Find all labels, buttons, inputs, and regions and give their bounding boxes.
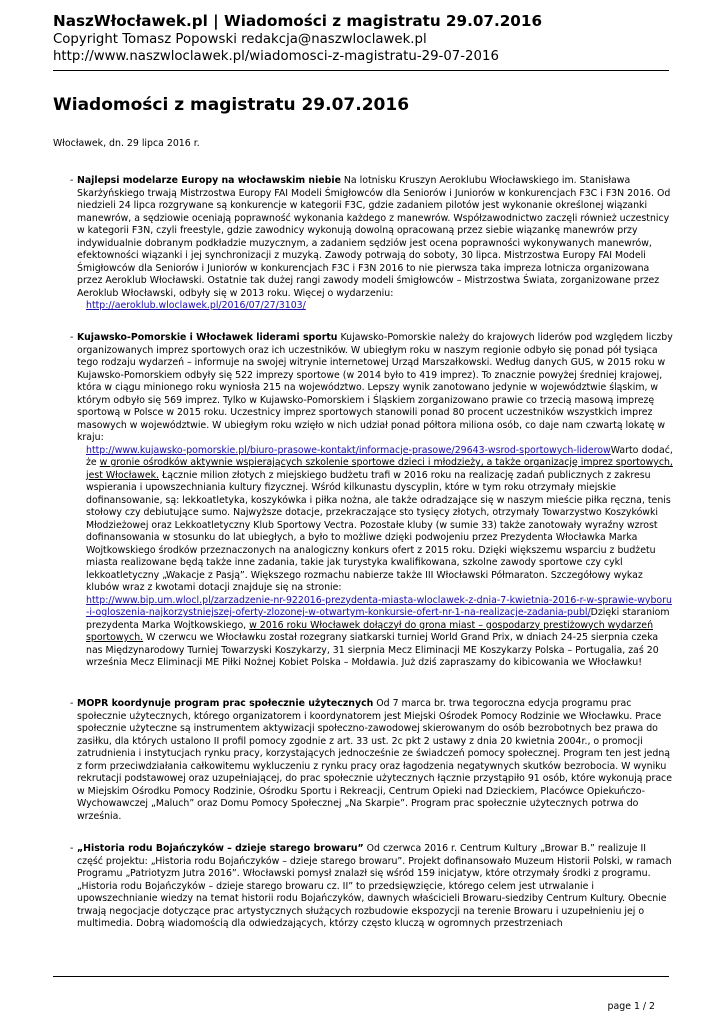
- item-text: W czerwcu we Włocławku został rozegrany siatkarski turniej World Grand Prix, w dniach 24-25 sierpnia czeka nas Międzynarodowy Turniej Towarzyski Koszykarzy, 31 sierpnia Mecz Eliminacji ME Koszykarzy Polska – Portugalia, zaś 20 września Mecz Eliminacji ME Piłki Nożnej Kobiet Polska – Mołdawia. Już dziś zapraszamy do kibicowania we Włocławku!: [86, 632, 659, 668]
- item-text: Dzięki staraniom prezydenta Marka Wojtkowskiego,: [86, 607, 670, 631]
- footer-divider: [53, 976, 669, 977]
- item-link[interactable]: http://www.kujawsko-pomorskie.pl/biuro-prasowe-kontakt/informacje-prasowe/29643-wsrod-sportowych-liderow: [86, 444, 611, 456]
- news-item: [70, 175, 674, 313]
- item-link[interactable]: http://aeroklub.wloclawek.pl/2016/07/27/3103/: [86, 300, 306, 311]
- dateline: Włocławek, dn. 29 lipca 2016 r.: [53, 138, 200, 149]
- item-text: Na lotnisku Kruszyn Aeroklubu Włocławskiego im. Stanisława Skarżyńskiego trwają Mistrzostwa Europy FAI Modeli Śmigłowców dla Seniorów i Juniorów w konkurencjach F3C i F3N 2016. Od niedzieli 24 lipca rozgrywane są konkurencje w kategorii F3C, gdzie zadaniem pilotów jest wykonanie określonej wiązanki manewrów, a sędziowie oceniają poprawność wykonania każdego z manewrów. Współzawodnictwo zaczęli również uczestnicy w kategorii F3N, czyli freestyle, gdzie zawodnicy wykonują dowolną opracowaną przez siebie wiązankę manewrów przy indywidualnie dobranym podkładzie muzycznym, a zadaniem sędziów jest ocena poprawności wykonywanych manewrów, efektowności wiązanki i jej synchronizacji z muzyką. Zawody potrwają do soboty, 30 lipca. Mistrzostwa Europy FAI Modeli Śmigłowców dla Seniorów i Juniorów w konkurencjach F3C i F3N 2016 to nie pierwsza taka impreza lotnicza organizowana przez Aeroklub Włocławski. Ostatnie tak dużej rangi zawody modeli śmigłowców – Mistrzostwa Świata, zorganizowane przez Aeroklub Włocławski, odbyły się w 2013 roku. Więcej o wydarzeniu:: [77, 175, 671, 299]
- item-text: Łącznie milion złotych z miejskiego budżetu trafi w 2016 roku na realizację zadań publicznych z zakresu wspierania i upowszechniania kultury fizycznej. Wśród kilkunastu dyscyplin, które w tym roku otrzymały miejskie dofinansowanie, są: lekkoatletyka, koszykówka i piłka nożna, ale także odradzające się w naszym mieście piłka ręczna, tenis stołowy czy debiutujące sumo. Najwyższe dotacje, przekraczające sto tysięcy złotych, otrzymały Towarzystwo Koszykówki Młodzieżowej oraz Lekkoatletyczny Klub Sportowy Vectra. Pozostałe kluby (w sumie 33) także zanotowały wyraźny wzrost dofinansowania w stosunku do lat ubiegłych, a było to możliwe dzięki podwojeniu przez Prezydenta Włocławka Marka Wojtkowskiego środków przeznaczonych na analogiczny konkurs ofert z 2015 roku. Dzięki większemu wsparciu z budżetu miasta realizowane będą także inne zadania, takie jak turystyka kwalifikowana, szkolne zawody sportowe czy cykl lekkoatletyczny „Wakacje z Pasją”. Większego rozmachu nabierze także III Włocławski Półmaraton. Szczegółowy wykaz klubów wraz z kwotami dotacji znajduje się na stronie:: [86, 469, 671, 593]
- item-heading: Najlepsi modelarze Europy na włocławskim niebie: [77, 175, 341, 186]
- news-item: [70, 843, 674, 931]
- item-text: Od czerwca 2016 r. Centrum Kultury „Browar B.” realizuje II część projektu: „Historia rodu Bojańczyków – dzieje starego browaru”. Projekt dofinansowało Muzeum Historii Polski, w ramach Programu „Patriotyzm Jutra 2016”. Włocławski pomysł znalazł się wśród 159 inicjatyw, które otrzymały środki z programu. „Historia rodu Bojańczyków – dzieje starego browaru cz. II” to przedsięwzięcie, którego celem jest utrwalanie i upowszechnianie wiedzy na temat historii rodu Bojańczyków, dawnych właścicieli Browaru-siedziby Centrum Kultury. Obecnie trwają negocjacje dotyczące prac artystycznych służących rozbudowie ekspozycji na terenie Browaru i uzupełnieniu jej o multimedia. Dobrą wiadomością dla odwiedzających, którzy często kluczą w ogromnych przestrzeniach: [77, 843, 672, 929]
- item-heading: Kujawsko-Pomorskie i Włocławek liderami sportu: [77, 332, 338, 343]
- site-title: NaszWłocławek.pl | Wiadomości z magistratu 29.07.2016: [53, 12, 543, 30]
- bullet-dash: -: [70, 843, 74, 854]
- item-emphasis: w 2016 roku Włocławek dołączył do grona miast – gospodarzy prestiżowych wydarzeń sportowych.: [86, 619, 654, 643]
- article-url[interactable]: http://www.naszwloclawek.pl/wiadomosci-z-magistratu-29-07-2016: [53, 49, 499, 64]
- news-item: [70, 698, 674, 823]
- item-link[interactable]: http://www.bip.um.wlocl.pl/zarzadzenie-nr-922016-prezydenta-miasta-wloclawek-z-dnia-7-kwietnia-2016-r-w-sprawie-wyboru-i-ogloszenia-najkorzystniejszej-oferty-zlozonej-w-otwartym-konkursie-ofert-nr-1-na-realizacje-zadania-publ/: [86, 594, 672, 618]
- item-text: Warto dodać, że: [86, 444, 673, 468]
- item-text: Od 7 marca br. trwa tegoroczna edycja programu prac społecznie użytecznych, którego organizatorem i koordynatorem jest Miejski Ośrodek Pomocy Rodzinie we Włocławku. Prace społecznie użyteczne są instrumentem aktywizacji społeczno-zawodowej skierowanym do osób bezrobotnych bez prawa do zasiłku, dla których ustalono II profil pomocy zgodnie z art. 33 ust. 2c pkt 2 ustawy z dnia 20 kwietnia 2004r., o promocji zatrudnienia i instytucjach rynku pracy, korzystających jednocześnie ze świadczeń pomocy społecznej. Program ten jest jedną z form przeciwdziałania całkowitemu wykluczeniu z rynku pracy oraz łagodzenia negatywnych skutków bezrobocia. W wyniku rekrutacji podstawowej oraz uzupełniającej, do prac społecznie użytecznych łącznie przystąpiło 91 osób, które wykonują prace w Miejskim Ośrodku Pomocy Rodzinie, Ośrodku Sportu i Rekreacji, Centrum Opieki nad Dzieckiem, Placówce Opiekuńczo-Wychowawczej „Maluch” oraz Domu Pomocy Społecznej „Na Skarpie”. Program prac społecznie użytecznych potrwa do września.: [77, 698, 672, 822]
- item-heading: MOPR koordynuje program prac społecznie użytecznych: [77, 698, 374, 709]
- document-header: [53, 12, 678, 65]
- bullet-dash: -: [70, 698, 74, 709]
- item-emphasis: w gronie ośrodków aktywnie wspierających szkolenie sportowe dzieci i młodzieży, a także organizację imprez sportowych, jest Włocławek.: [86, 457, 673, 481]
- header-divider: [53, 70, 669, 71]
- copyright-line: Copyright Tomasz Popowski redakcja@naszwloclawek.pl: [53, 32, 427, 47]
- bullet-dash: -: [70, 175, 74, 186]
- page-number: page 1 / 2: [607, 1001, 655, 1012]
- page-title: Wiadomości z magistratu 29.07.2016: [53, 95, 410, 115]
- news-item: [70, 332, 674, 670]
- item-text: Kujawsko-Pomorskie należy do krajowych liderów pod względem liczby organizowanych imprez sportowych oraz ich uczestników. W ubiegłym roku w naszym regionie odbyło się ponad pół tysiąca tego rodzaju wydarzeń – informuje na swojej witrynie internetowej Urząd Marszałkowski. Według danych GUS, w 2015 roku w Kujawsko-Pomorskiem odbyły się 522 imprezy sportowe (w 2014 było to 419 imprez). To znacznie powyżej średniej krajowej, która w ciągu minionego roku wyniosła 215 na województwo. Lepszy wynik zanotowano jedynie w województwie śląskim, w którym odbyło się 569 imprez. Tylko w Kujawsko-Pomorskiem i Śląskiem zorganizowano prawie co trzecią masową imprezę sportową w Polsce w 2015 roku. Uczestnicy imprez sportowych stanowili ponad 80 procent uczestników wszystkich imprez masowych w województwie. W ubiegłym roku wzięło w nich udział ponad półtora miliona osób, co daje nam czwartą lokatę w kraju:: [77, 332, 673, 443]
- item-heading: „Historia rodu Bojańczyków – dzieje starego browaru”: [77, 843, 364, 854]
- bullet-dash: -: [70, 332, 74, 343]
